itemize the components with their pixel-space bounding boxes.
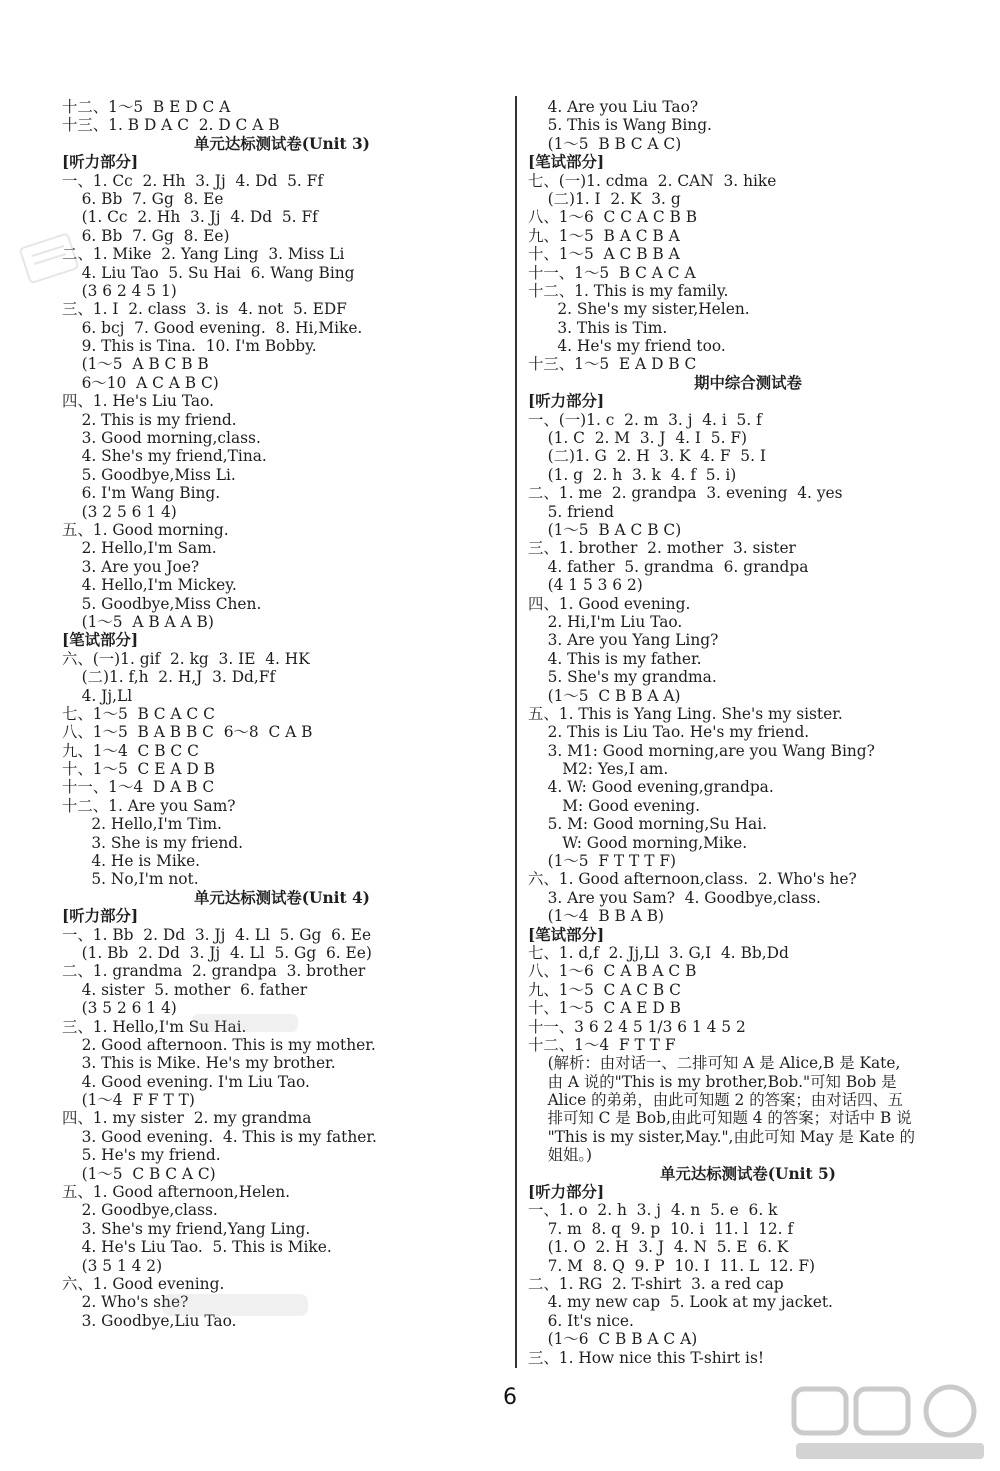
answer-line: (3 2 5 6 1 4): [62, 502, 177, 521]
answer-line: 6～10 A C A B C): [62, 373, 219, 392]
answer-line: 九、1～5 B A C B A: [528, 226, 680, 245]
answer-line: 十一、1～4 D A B C: [62, 778, 215, 797]
answer-line: 五、1. This is Yang Ling. She's my sister.: [528, 704, 843, 723]
answer-line: 4. W: Good evening,grandpa.: [528, 778, 774, 797]
column-divider: [515, 96, 517, 1368]
answer-line: 一、1. Cc 2. Hh 3. Jj 4. Dd 5. Ff: [62, 171, 324, 190]
answer-line: 4. my new cap 5. Look at my jacket.: [528, 1293, 833, 1312]
answer-line: 4. He is Mike.: [62, 852, 201, 871]
answer-line: 9. This is Tina. 10. I'm Bobby.: [62, 337, 317, 356]
answer-line: 七、1. d,f 2. Jj,Ll 3. G,I 4. Bb,Dd: [528, 943, 789, 962]
answer-line: 十、1～5 C A E D B: [528, 999, 681, 1018]
answer-line: 六、1. Good afternoon,class. 2. Who's he?: [528, 870, 857, 889]
answer-line: (1. Cc 2. Hh 3. Jj 4. Dd 5. Ff: [62, 208, 318, 227]
answer-line: 五、1. Good morning.: [62, 520, 229, 539]
answer-line: 2. Goodbye,class.: [62, 1201, 218, 1220]
answer-line: 3. She is my friend.: [62, 833, 244, 852]
answer-line: 九、1～4 C B C C: [62, 741, 199, 760]
answer-line: (解析：由对话一、二排可知 A 是 Alice,B 是 Kate,: [528, 1054, 901, 1073]
faded-watermark-icon: [160, 1288, 310, 1322]
answer-line: 4. Hello,I'm Mickey.: [62, 576, 237, 595]
answer-line: 三、1. I 2. class 3. is 4. not 5. EDF: [62, 300, 347, 319]
answer-line: (1～5 A B C B B: [62, 355, 209, 374]
answer-line: 九、1～5 C A C B C: [528, 980, 681, 999]
part-heading: [听力部分]: [62, 907, 139, 926]
answer-line: 5. Goodbye,Miss Li.: [62, 465, 236, 484]
answer-line: 2. Hello,I'm Sam.: [62, 539, 217, 558]
answer-line: 二、1. Mike 2. Yang Ling 3. Miss Li: [62, 245, 345, 264]
part-heading: [听力部分]: [528, 392, 605, 411]
answer-line: (1. O 2. H 3. J 4. N 5. E 6. K: [528, 1238, 789, 1257]
left-column: [62, 98, 502, 1330]
answer-line: 4. He's my friend too.: [528, 337, 726, 356]
answer-line: (二)1. G 2. H 3. K 4. F 5. I: [528, 447, 766, 466]
answer-site-logo-icon: [790, 1383, 990, 1465]
answer-line: 5. He's my friend.: [62, 1146, 221, 1165]
section-title: 单元达标测试卷(Unit 3): [194, 134, 370, 153]
answer-line: (1. Bb 2. Dd 3. Jj 4. Ll 5. Gg 6. Ee): [62, 943, 372, 962]
answer-line: 4. Liu Tao 5. Su Hai 6. Wang Bing: [62, 263, 355, 282]
answer-line: 2. This is Liu Tao. He's my friend.: [528, 723, 810, 742]
answer-line: 3. This is Tim.: [528, 318, 668, 337]
section-title: 期中综合测试卷: [694, 373, 802, 392]
answer-line: 3. This is Mike. He's my brother.: [62, 1054, 336, 1073]
answer-line: 3. Are you Joe?: [62, 557, 200, 576]
answer-line: (3 6 2 4 5 1): [62, 281, 177, 300]
answer-line: 四、1. He's Liu Tao.: [62, 392, 214, 411]
answer-line: 5. No,I'm not.: [62, 870, 199, 889]
answer-line: 4. This is my father.: [528, 649, 702, 668]
answer-line: (1～5 B B C A C): [528, 134, 682, 153]
answer-line: 十三、1～5 E A D B C: [528, 355, 697, 374]
answer-line: 七、1～5 B C A C C: [62, 704, 215, 723]
answer-line: 二、1. grandma 2. grandpa 3. brother: [62, 962, 366, 981]
answer-line: (1～4 B B A B): [528, 907, 665, 926]
part-heading: [笔试部分]: [62, 631, 139, 650]
answer-line: 6. It's nice.: [528, 1311, 634, 1330]
answer-line: 一、1. Bb 2. Dd 3. Jj 4. Ll 5. Gg 6. Ee: [62, 925, 372, 944]
answer-line: 八、1～6 C A B A C B: [528, 962, 697, 981]
answer-line: 二、1. me 2. grandpa 3. evening 4. yes: [528, 484, 843, 503]
answer-line: 4. Are you Liu Tao?: [528, 98, 699, 116]
answer-line: 3. Are you Yang Ling?: [528, 631, 719, 650]
answer-line: 3. Are you Sam? 4. Goodbye,class.: [528, 888, 821, 907]
answer-line: 4. Good evening. I'm Liu Tao.: [62, 1072, 310, 1091]
answer-line: 三、1. Hello,I'm Su Hai.: [62, 1017, 247, 1036]
answer-line: 6. Bb 7. Gg 8. Ee): [62, 226, 230, 245]
answer-line: 一、(一)1. c 2. m 3. j 4. i 5. f: [528, 410, 762, 429]
answer-line: M: Good evening.: [528, 796, 701, 815]
part-heading: [听力部分]: [528, 1183, 605, 1202]
answer-line: (1～5 C B B A A): [528, 686, 681, 705]
answer-line: 5. friend: [528, 502, 614, 521]
answer-line: 2. Who's she?: [62, 1293, 189, 1312]
answer-line: 5. M: Good morning,Su Hai.: [528, 815, 768, 834]
answer-line: 2. Hi,I'm Liu Tao.: [528, 612, 683, 631]
answer-line: 十二、1. This is my family.: [528, 281, 729, 300]
answer-line: (1. g 2. h 3. k 4. f 5. i): [528, 465, 737, 484]
answer-line: (1. C 2. M 3. J 4. I 5. F): [528, 429, 748, 448]
answer-line: 十二、1～5 B E D C A: [62, 98, 231, 116]
answer-line: 2. Hello,I'm Tim.: [62, 815, 222, 834]
answer-line: 5. She's my grandma.: [528, 668, 717, 687]
answer-line: (二)1. I 2. K 3. g: [528, 189, 681, 208]
page-number: 6: [503, 1385, 517, 1410]
answer-line: (1～5 C B C A C): [62, 1164, 216, 1183]
answer-line: 十二、1. Are you Sam?: [62, 796, 236, 815]
answer-line: (二)1. f,h 2. H,J 3. Dd,Ff: [62, 668, 276, 687]
answer-line: 4. She's my friend,Tina.: [62, 447, 267, 466]
answer-line: 7. M 8. Q 9. P 10. I 11. L 12. F): [528, 1256, 816, 1275]
answer-line: 四、1. Good evening.: [528, 594, 691, 613]
section-title: 单元达标测试卷(Unit 5): [660, 1164, 836, 1183]
answer-line: (1～5 B A C B C): [528, 520, 682, 539]
answer-line: (1～4 F F T T): [62, 1091, 195, 1110]
faded-stamp-icon: [18, 232, 82, 288]
answer-line: 5. Goodbye,Miss Chen.: [62, 594, 262, 613]
answer-line: 由 A 说的"This is my brother,Bob."可知 Bob 是: [528, 1072, 897, 1091]
answer-line: 5. This is Wang Bing.: [528, 116, 712, 135]
answer-line: 排可知 C 是 Bob,由此可知题 4 的答案；对话中 B 说: [528, 1109, 912, 1128]
answer-line: 五、1. Good afternoon,Helen.: [62, 1183, 291, 1202]
answer-line: 三、1. How nice this T-shirt is!: [528, 1348, 765, 1367]
answer-line: 六、(一)1. gif 2. kg 3. IE 4. HK: [62, 649, 310, 668]
answer-line: 十二、1～4 F T T F: [528, 1035, 676, 1054]
part-heading: [笔试部分]: [528, 153, 605, 172]
answer-line: (4 1 5 3 6 2): [528, 576, 643, 595]
answer-line: 二、1. RG 2. T-shirt 3. a red cap: [528, 1275, 784, 1293]
answer-line: (1～6 C B B A C A): [528, 1330, 698, 1349]
faded-watermark-icon: [190, 1010, 300, 1036]
answer-line: 6. Bb 7. Gg 8. Ee: [62, 189, 224, 208]
part-heading: [听力部分]: [62, 153, 139, 172]
answer-line: 八、1～5 B A B B C 6～8 C A B: [62, 723, 313, 742]
section-title: 单元达标测试卷(Unit 4): [194, 888, 370, 907]
answer-line: 十、1～5 A C B B A: [528, 245, 680, 264]
answer-line: 2. She's my sister,Helen.: [528, 300, 750, 319]
answer-line: 三、1. brother 2. mother 3. sister: [528, 539, 796, 558]
answer-line: M2: Yes,I am.: [528, 760, 669, 779]
answer-line: 十三、1. B D A C 2. D C A B: [62, 116, 280, 135]
answer-line: 3. M1: Good morning,are you Wang Bing?: [528, 741, 875, 760]
answer-line: 4. father 5. grandma 6. grandpa: [528, 557, 809, 576]
answer-line: 4. Jj,Ll: [62, 686, 133, 705]
answer-line: (1～5 A B A A B): [62, 612, 214, 631]
answer-line: (3 5 2 6 1 4): [62, 999, 177, 1018]
answer-line: 4. sister 5. mother 6. father: [62, 980, 308, 999]
answer-line: 四、1. my sister 2. my grandma: [62, 1109, 312, 1128]
answer-line: 4. He's Liu Tao. 5. This is Mike.: [62, 1238, 332, 1257]
answer-line: 3. Good evening. 4. This is my father.: [62, 1127, 377, 1146]
part-heading: [笔试部分]: [528, 925, 605, 944]
answer-line: 十一、1～5 B C A C A: [528, 263, 696, 282]
answer-line: (1～5 F T T T F): [528, 852, 677, 871]
answer-line: 十、1～5 C E A D B: [62, 760, 215, 779]
answer-line: 6. I'm Wang Bing.: [62, 484, 221, 503]
answer-line: 七、(一)1. cdma 2. CAN 3. hike: [528, 171, 777, 190]
answer-line: 六、1. Good evening.: [62, 1275, 225, 1293]
answer-line: 十一、3 6 2 4 5 1/3 6 1 4 5 2: [528, 1017, 746, 1036]
answer-line: 7. m 8. q 9. p 10. i 11. l 12. f: [528, 1219, 794, 1238]
answer-line: "This is my sister,May.",由此可知 May 是 Kate 的: [528, 1127, 915, 1146]
answer-line: 6. bcj 7. Good evening. 8. Hi,Mike.: [62, 318, 363, 337]
answer-line: 2. This is my friend.: [62, 410, 237, 429]
answer-line: 2. Good afternoon. This is my mother.: [62, 1035, 376, 1054]
answer-line: 八、1～6 C C A C B B: [528, 208, 698, 227]
right-column: [528, 98, 968, 1367]
answer-line: 3. She's my friend,Yang Ling.: [62, 1219, 311, 1238]
answer-line: (3 5 1 4 2): [62, 1256, 163, 1275]
answer-line: W: Good morning,Mike.: [528, 833, 748, 852]
answer-line: 3. Goodbye,Liu Tao.: [62, 1311, 237, 1330]
answer-line: Alice 的弟弟，由此可知题 2 的答案；由对话四、五: [528, 1091, 904, 1110]
answer-line: 姐姐。): [528, 1146, 593, 1165]
answer-line: 一、1. o 2. h 3. j 4. n 5. e 6. k: [528, 1201, 778, 1220]
answer-line: 3. Good morning,class.: [62, 429, 261, 448]
